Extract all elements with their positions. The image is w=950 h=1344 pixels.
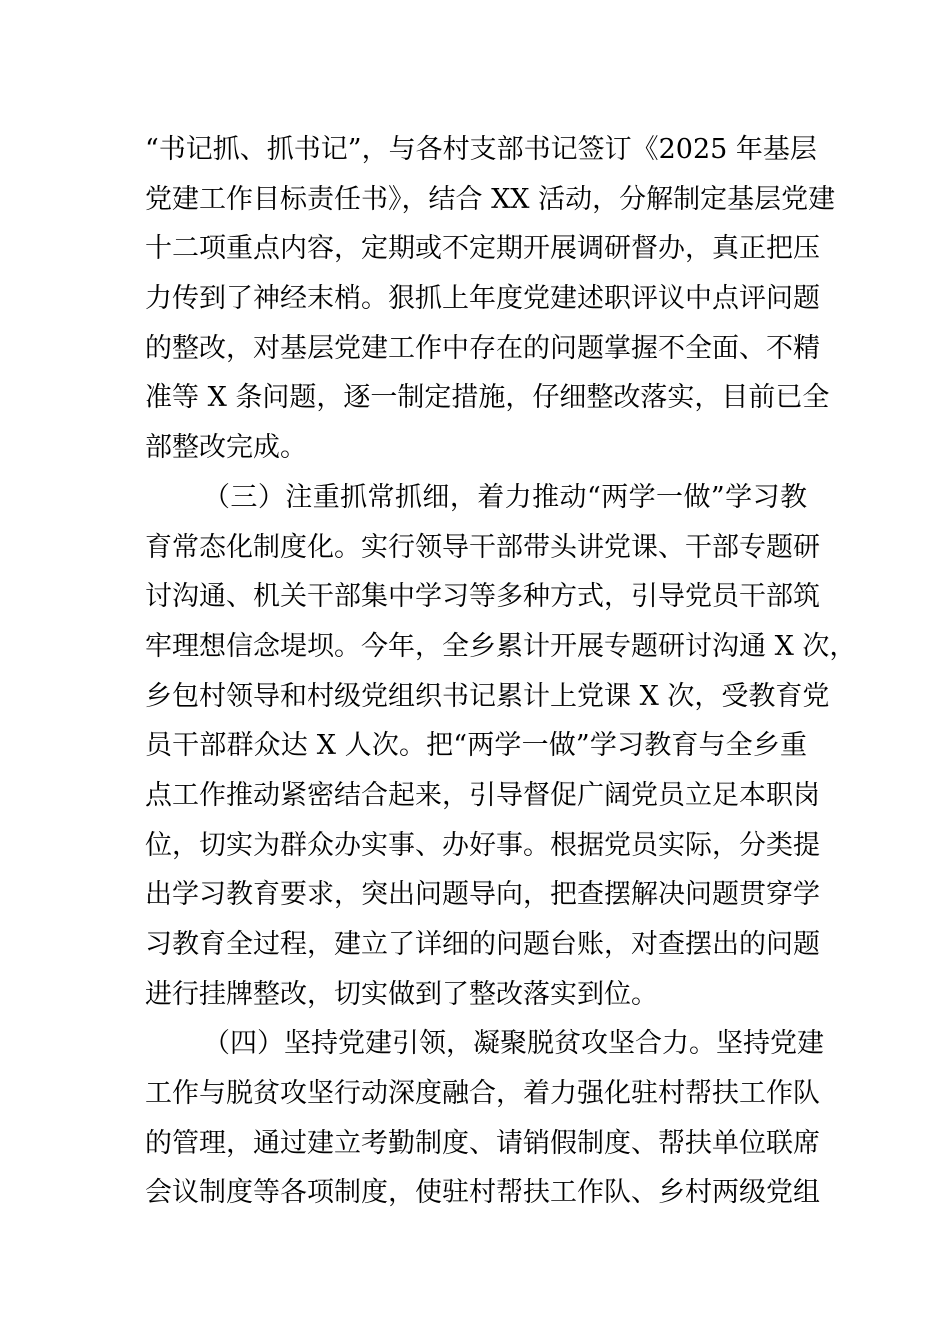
text-line: 准等 X 条问题，逐一制定措施，仔细整改落实，目前已全 bbox=[145, 382, 830, 414]
text-line: 力传到了神经末梢。狠抓上年度党建述职评议中点评问题 bbox=[145, 283, 820, 315]
text-line: 会议制度等各项制度，使驻村帮扶工作队、乡村两级党组 bbox=[145, 1177, 820, 1209]
text-line: 育常态化制度化。实行领导干部带头讲党课、干部专题研 bbox=[145, 531, 820, 563]
text-line: “书记抓、抓书记”，与各村支部书记签订《2025 年基层 bbox=[145, 134, 817, 165]
document-body bbox=[145, 125, 857, 1218]
text-line: 出学习教育要求，突出问题导向，把查摆解决问题贯穿学 bbox=[145, 879, 820, 911]
section-heading-line: （四）坚持党建引领，凝聚脱贫攻坚合力。坚持党建 bbox=[203, 1028, 824, 1060]
text-line: 工作与脱贫攻坚行动深度融合，着力强化驻村帮扶工作队 bbox=[145, 1078, 820, 1110]
text-line: 的管理，通过建立考勤制度、请销假制度、帮扶单位联席 bbox=[145, 1127, 820, 1159]
text-line: 十二项重点内容，定期或不定期开展调研督办，真正把压 bbox=[145, 233, 820, 265]
paragraph-end-line: 进行挂牌整改，切实做到了整改落实到位。 bbox=[145, 978, 658, 1010]
text-line: 习教育全过程，建立了详细的问题台账，对查摆出的问题 bbox=[145, 929, 820, 960]
section-heading-line: （三）注重抓常抓细，着力推动“两学一做”学习教 bbox=[203, 481, 807, 513]
text-line: 牢理想信念堤坝。今年，全乡累计开展专题研讨沟通 X 次， bbox=[145, 630, 857, 662]
paragraph-end-line: 部整改完成。 bbox=[145, 432, 307, 464]
text-line: 员干部群众达 X 人次。把“两学一做”学习教育与全乡重 bbox=[145, 730, 807, 762]
text-line: 的整改，对基层党建工作中存在的问题掌握不全面、不精 bbox=[145, 332, 820, 364]
text-line: 点工作推动紧密结合起来，引导督促广阔党员立足本职岗 bbox=[145, 779, 820, 811]
text-line: 讨沟通、机关干部集中学习等多种方式，引导党员干部筑 bbox=[145, 581, 820, 613]
text-line: 位，切实为群众办实事、办好事。根据党员实际，分类提 bbox=[145, 829, 820, 861]
text-line: 党建工作目标责任书》，结合 XX 活动，分解制定基层党建 bbox=[145, 183, 836, 215]
text-line: 乡包村领导和村级党组织书记累计上党课 X 次，受教育党 bbox=[145, 680, 830, 712]
